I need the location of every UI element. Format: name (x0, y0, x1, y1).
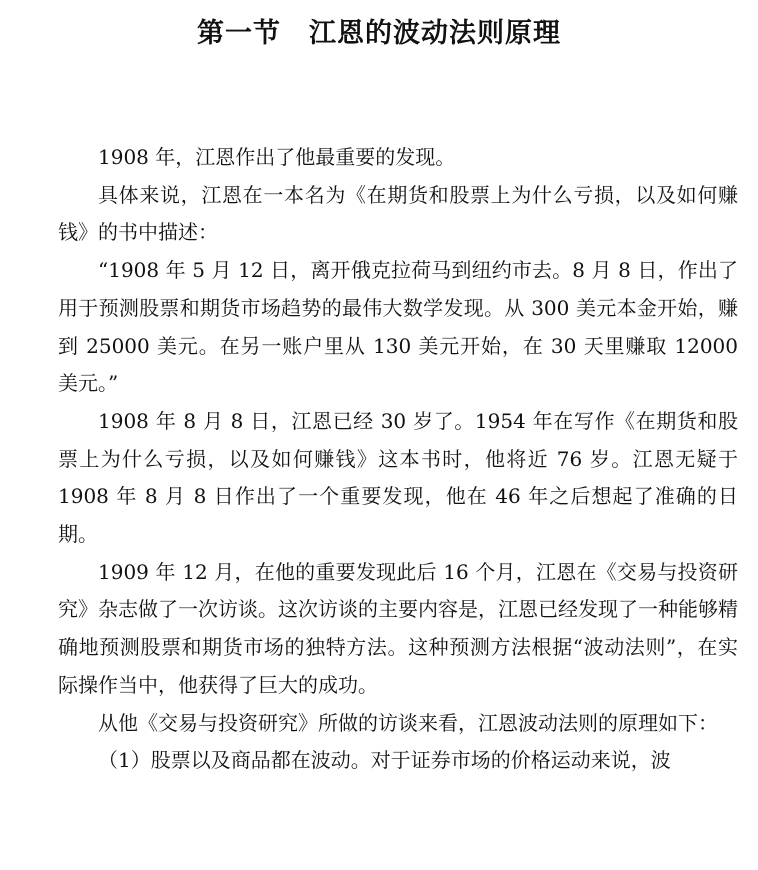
paragraph: 1908 年 8 月 8 日，江恩已经 30 岁了。1954 年在写作《在期货和股票上为什么亏损，以及如何赚钱》这本书时，他将近 76 岁。江恩无疑于 1908 年 8 月 8 日作出了一个重要发现，他在 46 年之后想起了准确的日期。 (58, 408, 738, 547)
body-text (58, 139, 738, 780)
paragraph: 从他《交易与投资研究》所做的访谈来看，江恩波动法则的原理如下： (98, 710, 718, 735)
paragraph: 1909 年 12 月，在他的重要发现此后 16 个月，江恩在《交易与投资研究》杂志做了一次访谈。这次访谈的主要内容是，江恩已经发现了一种能够精确地预测股票和期货市场的独特方法。这种预测方法根据“波动法则”，在实际操作当中，他获得了巨大的成功。 (58, 559, 738, 697)
paragraph: 具体来说，江恩在一本名为《在期货和股票上为什么亏损，以及如何赚钱》的书中描述： (58, 182, 738, 245)
section-heading: 第一节 江恩的波动法则原理 (197, 18, 561, 49)
paragraph: “1908 年 5 月 12 日，离开俄克拉荷马到纽约市去。8 月 8 日，作出了用于预测股票和期货市场趋势的最伟大数学发现。从 300 美元本金开始，赚到 25000 美元。在另一账户里从 130 美元开始，在 30 天里赚取 12000 美元。” (58, 258, 738, 396)
paragraph: （1）股票以及商品都在波动。对于证券市场的价格运动来说，波 (98, 748, 671, 773)
paragraph: 1908 年，江恩作出了他最重要的发现。 (98, 145, 456, 169)
